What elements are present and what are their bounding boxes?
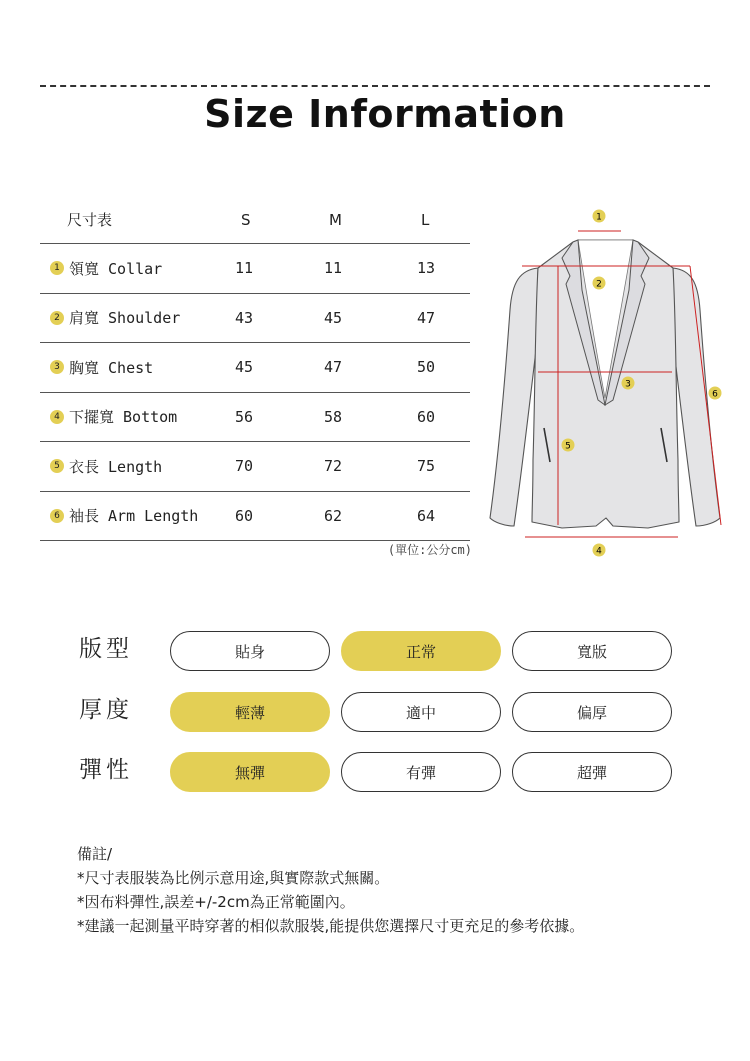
header-label: 尺寸表 (67, 211, 113, 229)
value-m: 72 (324, 457, 343, 476)
marker-6-label: 6 (712, 389, 718, 400)
elasticity-option-super: 超彈 (512, 752, 672, 792)
note-line: *尺寸表服裝為比例示意用途,與實際款式無關。 (77, 869, 390, 887)
value-l: 47 (417, 308, 436, 327)
size-table-header (40, 196, 470, 244)
value-m: 58 (324, 407, 343, 426)
thickness-label: 厚度 (79, 697, 133, 723)
value-l: 50 (417, 358, 436, 377)
number-badge: 4 (50, 410, 64, 424)
row-label: 胸寬 Chest (69, 358, 154, 377)
table-row (40, 492, 470, 542)
row-label: 衣長 Length (69, 457, 163, 476)
notes-section (77, 842, 584, 938)
value-m: 47 (324, 358, 343, 377)
value-m: 11 (324, 259, 343, 278)
thickness-option-thin: 輕薄 (170, 692, 330, 732)
value-l: 60 (417, 407, 436, 426)
thickness-option-medium: 適中 (341, 692, 501, 732)
note-line: *因布料彈性,誤差+/-2cm為正常範圍內。 (77, 893, 355, 911)
table-row (40, 442, 470, 492)
fit-option-slim: 貼身 (170, 631, 330, 671)
fit-option-regular: 正常 (341, 631, 501, 671)
value-m: 62 (324, 506, 343, 525)
number-badge: 2 (50, 311, 64, 325)
header-size-l: L (421, 210, 430, 229)
value-s: 56 (235, 407, 254, 426)
dashed-divider (40, 85, 710, 87)
row-label: 下擺寬 Bottom (69, 408, 178, 427)
value-s: 45 (235, 358, 254, 377)
marker-3-label: 3 (625, 379, 631, 390)
marker-5-label: 5 (565, 441, 571, 452)
elasticity-option-stretch: 有彈 (341, 752, 501, 792)
elasticity-label: 彈性 (79, 757, 133, 783)
notes-heading: 備註/ (77, 845, 113, 863)
elasticity-option-none: 無彈 (170, 752, 330, 792)
value-m: 45 (324, 308, 343, 327)
jacket-diagram (478, 200, 733, 565)
left-sleeve (490, 268, 538, 526)
size-table (40, 196, 470, 541)
value-l: 13 (417, 259, 436, 278)
value-s: 43 (235, 308, 254, 327)
table-row (40, 343, 470, 393)
row-label: 肩寬 Shoulder (69, 309, 181, 328)
row-label: 領寬 Collar (69, 259, 163, 278)
number-badge: 3 (50, 360, 64, 374)
row-label: 袖長 Arm Length (69, 507, 199, 526)
number-badge: 1 (50, 261, 64, 275)
marker-1-label: 1 (596, 212, 602, 223)
table-row (40, 244, 470, 294)
value-s: 11 (235, 259, 254, 278)
value-l: 64 (417, 506, 436, 525)
marker-4-label: 4 (596, 546, 602, 557)
number-badge: 5 (50, 459, 64, 473)
header-size-s: S (241, 210, 251, 229)
note-line: *建議一起測量平時穿著的相似款服裝,能提供您選擇尺寸更充足的參考依據。 (77, 917, 585, 935)
table-row (40, 294, 470, 344)
unit-note: (單位:公分cm) (387, 543, 472, 557)
value-l: 75 (417, 457, 436, 476)
thickness-option-thick: 偏厚 (512, 692, 672, 732)
header-size-m: M (329, 210, 342, 229)
fit-label: 版型 (79, 636, 133, 662)
value-s: 60 (235, 506, 254, 525)
table-row (40, 393, 470, 443)
page-title: Size Information (204, 92, 566, 136)
value-s: 70 (235, 457, 254, 476)
fit-option-loose: 寬版 (512, 631, 672, 671)
marker-2-label: 2 (596, 279, 602, 290)
number-badge: 6 (50, 509, 64, 523)
